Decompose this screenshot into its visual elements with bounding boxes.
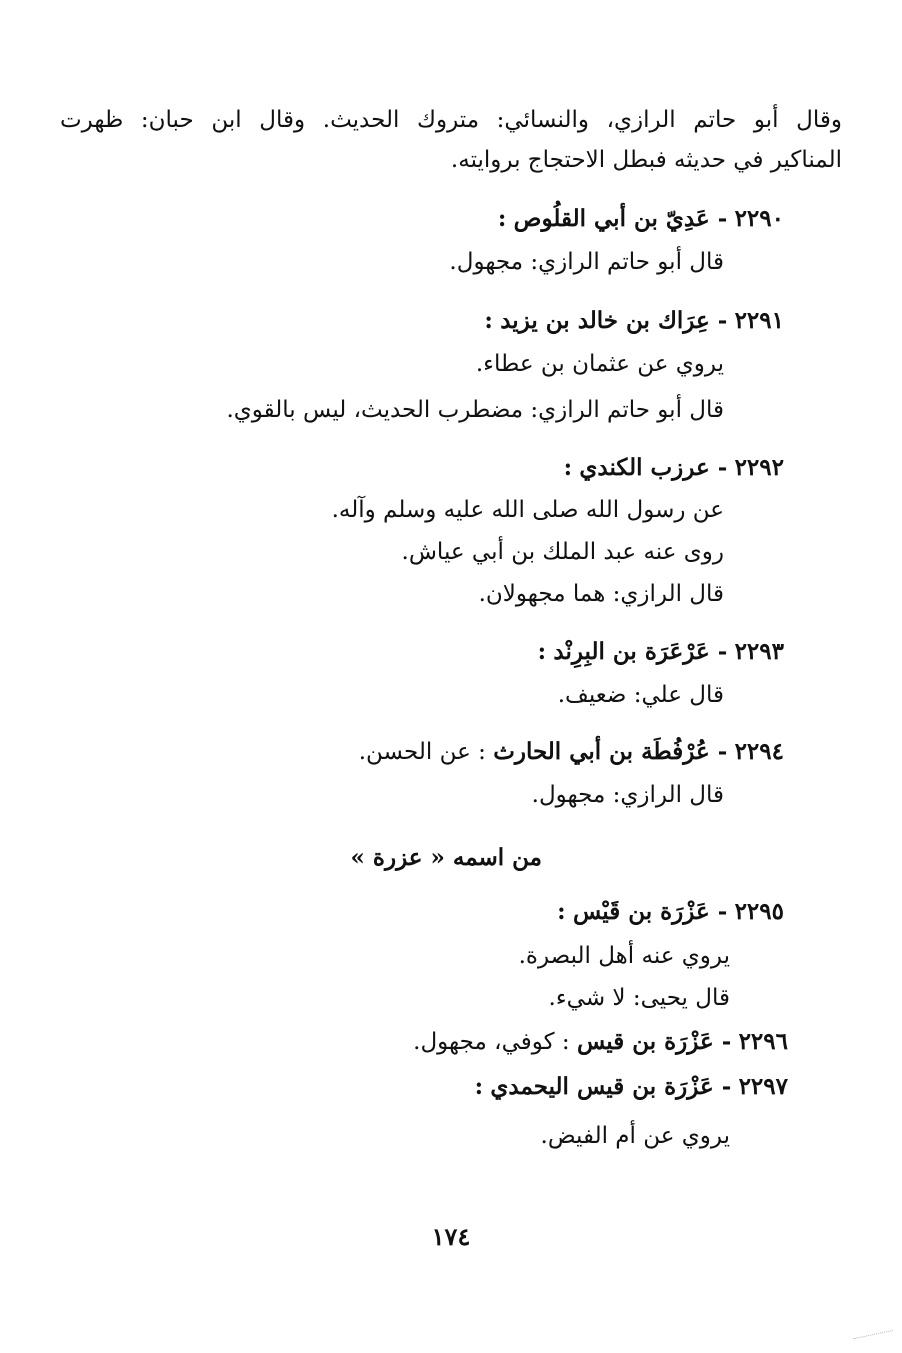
- entry-number: ٢٢٩٤: [734, 738, 784, 765]
- entry-name: عَدِيّ بن أبي القلُوص: [513, 205, 710, 232]
- entry-heading: ٢٢٩١ - عِرَاك بن خالد بن يزيد :: [484, 307, 784, 334]
- entry-number: ٢٢٩٣: [734, 638, 784, 665]
- entry-number: ٢٢٩٥: [734, 898, 784, 925]
- entry-number: ٢٢٩٢: [734, 454, 784, 481]
- entry-suffix: :: [563, 454, 573, 481]
- entry-line: يروي عن عثمان بن عطاء.: [475, 351, 724, 377]
- entry-name: عرزب الكندي: [579, 454, 710, 481]
- entry-line: قال أبو حاتم الرازي: مجهول.: [449, 249, 724, 275]
- entry-number: ٢٢٩٧: [738, 1073, 788, 1100]
- entry-heading: ٢٢٩٤ - عُرْفُطَة بن أبي الحارث : عن الحسن.: [358, 738, 784, 765]
- entry-suffix: :: [557, 898, 566, 925]
- entry-heading: ٢٢٩٦ - عَزْرَة بن قيس : كوفي، مجهول.: [413, 1028, 788, 1055]
- entry-name: عَرْعَرَة بن البِرِنْد: [553, 638, 710, 665]
- entry-name: عَزْرَة بن قيس اليحمدي: [490, 1073, 714, 1100]
- entry-line: قال علي: ضعيف.: [557, 682, 724, 708]
- entry-heading: ٢٢٩٠ - عَدِيّ بن أبي القلُوص :: [497, 205, 784, 232]
- entry-line: قال أبو حاتم الرازي: مضطرب الحديث، ليس بالقوي.: [226, 397, 724, 423]
- entry-heading: ٢٢٩٧ - عَزْرَة بن قيس اليحمدي :: [474, 1073, 788, 1100]
- entry-line: قال الرازي: مجهول.: [531, 782, 724, 808]
- entry-line: يروي عنه أهل البصرة.: [518, 943, 730, 969]
- entry-name: عَزْرَة بن قَيْس: [572, 898, 710, 925]
- entry-name: عِرَاك بن خالد بن يزيد: [500, 307, 710, 334]
- intro-line-2: المناكير في حديثه فبطل الاحتجاج بروايته.: [450, 147, 842, 173]
- section-heading: من اسمه « عزرة »: [350, 844, 542, 871]
- entry-suffix: :: [537, 638, 547, 665]
- entry-line: قال يحيى: لا شيء.: [548, 985, 730, 1011]
- entry-suffix: :: [497, 205, 507, 232]
- intro-line-1: وقال أبو حاتم الرازي، والنسائي: متروك الحديث. وقال ابن حبان: ظهرت: [60, 107, 842, 133]
- scan-mark: [854, 1330, 895, 1347]
- entry-line: يروي عن أم الفيض.: [540, 1123, 730, 1149]
- entry-line: عن رسول الله صلى الله عليه وسلم وآله.: [331, 497, 724, 523]
- entry-number: ٢٢٩٠: [734, 205, 784, 232]
- entry-name: عَزْرَة بن قيس: [576, 1028, 714, 1055]
- entry-line: قال الرازي: هما مجهولان.: [478, 581, 724, 607]
- entry-number: ٢٢٩٦: [738, 1028, 788, 1055]
- entry-heading: ٢٢٩٣ - عَرْعَرَة بن البِرِنْد :: [537, 638, 784, 665]
- page-number: ١٧٤: [431, 1222, 471, 1251]
- entry-suffix: :: [474, 1073, 484, 1100]
- entry-heading: ٢٢٩٥ - عَزْرَة بن قَيْس :: [557, 898, 784, 925]
- entry-line: روى عنه عبد الملك بن أبي عياش.: [401, 539, 724, 565]
- entry-number: ٢٢٩١: [734, 307, 784, 334]
- entry-suffix: : عن الحسن.: [358, 739, 486, 765]
- entry-suffix: : كوفي، مجهول.: [413, 1029, 570, 1055]
- entry-name: عُرْفُطَة بن أبي الحارث: [493, 738, 710, 765]
- entry-suffix: :: [484, 307, 493, 334]
- entry-heading: ٢٢٩٢ - عرزب الكندي :: [563, 454, 784, 481]
